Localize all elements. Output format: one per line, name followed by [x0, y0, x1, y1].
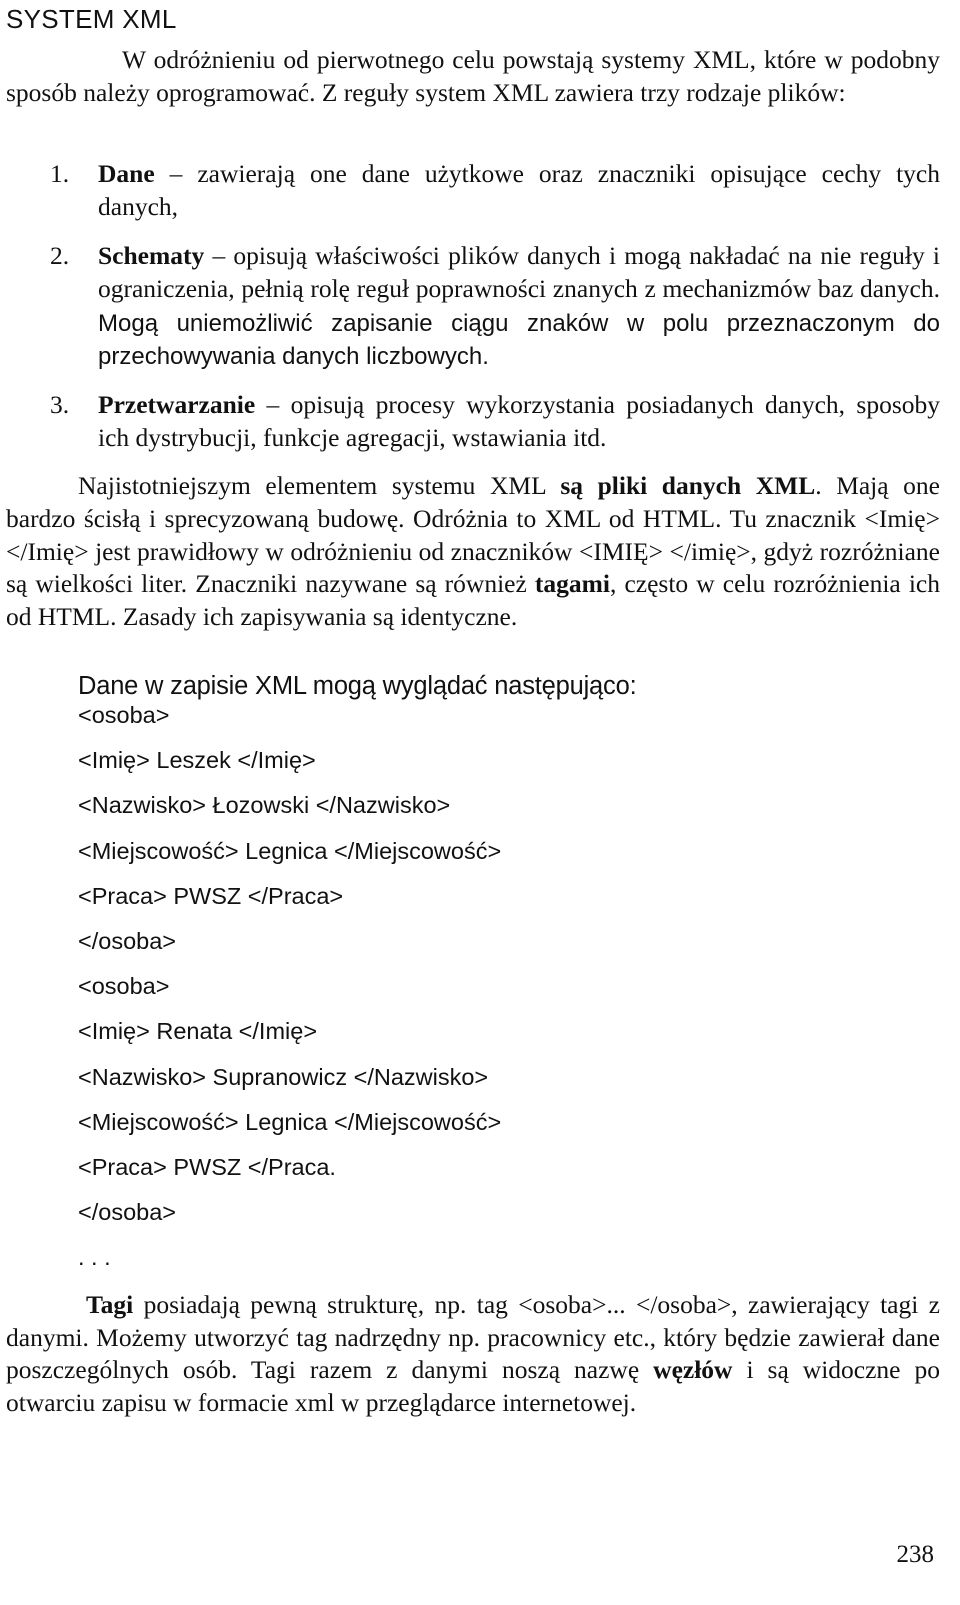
list-item-schematy [6, 240, 940, 374]
list-item-dane [6, 158, 940, 224]
tags-paragraph [6, 1289, 940, 1419]
code-line: <Miejscowość> Legnica </Miejscowość> [78, 1108, 502, 1135]
list-number: 2. [50, 241, 70, 270]
list-text: – opisują procesy wykorzystania posiadanych danych, sposoby ich dystrybucji, funkcje agregacji, wstawiania itd. [98, 390, 940, 452]
intro-paragraph: W odróżnieniu od pierwotnego celu powstają systemy XML, które w podobny sposób należy oprogramować. Z reguły system XML zawiera trzy rodzaje plików: [6, 45, 940, 107]
main-text: , często w celu rozróżnienia ich od HTML. Zasady ich zapisywania są identyczne. [6, 569, 940, 632]
list-text: – opisują właściwości plików danych i mogą nakładać na nie reguły i ograniczenia, pełnią rolę reguł poprawności znanych z mechanizmów baz danych. [98, 241, 940, 303]
code-line: <Nazwisko> Supranowicz </Nazwisko> [78, 1063, 489, 1090]
xml-example [78, 700, 501, 1287]
code-line: <Imię> Renata </Imię> [78, 1018, 318, 1045]
document-page [6, 0, 940, 1605]
page-number: 238 [896, 1541, 934, 1568]
section-heading: SYSTEM XML [6, 4, 177, 34]
tags-bold: Tagi [86, 1290, 134, 1319]
code-line: <osoba> [78, 702, 170, 728]
list-term: Przetwarzanie [98, 390, 256, 419]
list-number: 3. [50, 390, 70, 419]
list-item-body [98, 389, 940, 455]
code-line: . . . [78, 1244, 111, 1271]
tags-text: i są widoczne po otwarciu zapisu w formacie xml w przeglądarce internetowej. [6, 1355, 940, 1417]
main-text: Najistotniejszym elementem systemu XML [78, 471, 561, 500]
code-line: <Praca> PWSZ </Praca. [78, 1153, 336, 1180]
code-line: <Nazwisko> Łozowski </Nazwisko> [78, 792, 451, 819]
main-text: . Mają one bardzo ścisłą i sprecyzowaną budowę. Odróżnia to XML od HTML. Tu znacznik <Imię> </Imię> jest prawidłowy w odróżnieniu od znaczników <IMIĘ> </imię>, gdyż rozróżniane są wielkości liter. Znaczniki nazywane są również [6, 471, 940, 599]
list-item-body [98, 240, 940, 374]
list-number: 1. [50, 159, 70, 188]
list-term: Dane [98, 159, 155, 188]
code-line: <osoba> [78, 973, 170, 1000]
main-bold: tagami [534, 569, 610, 599]
list-text-sans: Mogą uniemożliwić zapisanie ciągu znaków w polu przeznaczonym do przechowywania danych liczbowych. [98, 309, 940, 371]
example-intro: Dane w zapisie XML mogą wyglądać następująco: [78, 672, 637, 700]
code-line: </osoba> [78, 927, 177, 954]
list-item-body [98, 158, 940, 224]
list-item-przetwarzanie [6, 389, 940, 455]
code-line: </osoba> [78, 1199, 177, 1226]
main-paragraph [6, 470, 940, 634]
code-line: <Imię> Leszek </Imię> [78, 747, 316, 774]
main-bold: są pliki danych XML [560, 471, 816, 500]
list-text: – zawierają one dane użytkowe oraz znaczniki opisujące cechy tych danych, [98, 159, 940, 221]
code-line: <Miejscowość> Legnica </Miejscowość> [78, 837, 502, 864]
tags-bold: węzłów [653, 1355, 733, 1385]
tags-text: posiadają pewną strukturę, np. tag <osoba>... </osoba>, zawierający tagi z danymi. Możemy utworzyć tag nadrzędny np. pracownicy etc., który będzie zawierał dane poszczególnych osób. Tagi razem z danymi noszą nazwę [6, 1290, 940, 1385]
list-term: Schematy [98, 241, 205, 270]
code-line: <Praca> PWSZ </Praca> [78, 882, 344, 909]
